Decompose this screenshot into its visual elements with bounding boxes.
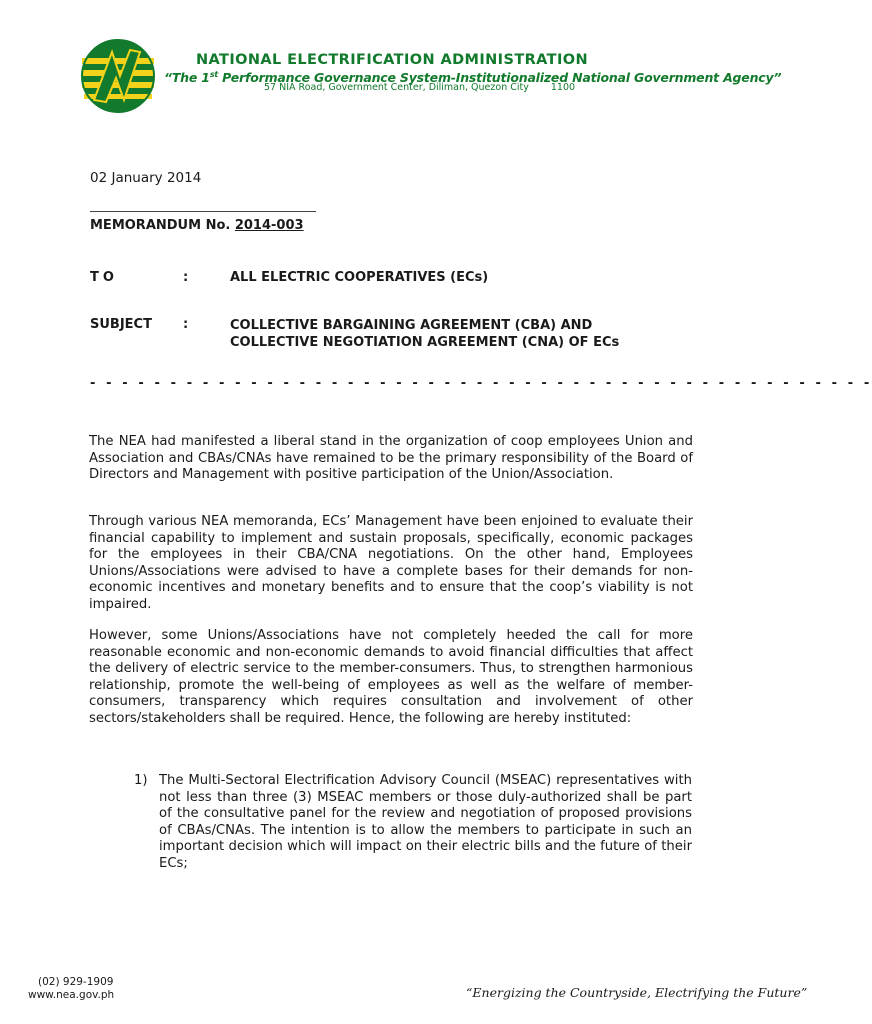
to-colon: : xyxy=(183,270,189,285)
organization-name: NATIONAL ELECTRIFICATION ADMINISTRATION xyxy=(196,52,589,68)
subject-label: SUBJECT xyxy=(90,317,152,332)
organization-address: 57 NIA Road, Government Center, Diliman, Quezon City 1100 xyxy=(264,82,576,93)
to-label: TO xyxy=(90,270,118,285)
memo-rule xyxy=(90,211,316,212)
body-paragraph-3: However, some Unions/Associations have not completely heeded the call for more reasonable economic and non-economic demands to avoid financial difficulties that affect the delivery of electric service to the member-consumers. Thus, to strengthen harmonious relationship, promote the well-being of employees as well as the welfare of member-consumers, transparency which requires consultation and involvement of other sectors/stakeholders shall be required. Hence, the following are hereby instituted: xyxy=(89,628,693,726)
subject-line-2: COLLECTIVE NEGOTIATION AGREEMENT (CNA) OF ECs xyxy=(230,335,620,350)
zip-code: 1100 xyxy=(550,82,576,93)
subject-line-1: COLLECTIVE BARGAINING AGREEMENT (CBA) AND xyxy=(230,318,593,333)
nea-logo-icon xyxy=(80,38,156,114)
list-item-number: 1) xyxy=(134,773,148,788)
footer-phone: (02) 929-1909 xyxy=(38,976,114,988)
footer-website: www.nea.gov.ph xyxy=(28,989,115,1001)
memo-number: MEMORANDUM No. 2014-003 xyxy=(90,218,304,233)
memo-date: 02 January 2014 xyxy=(90,170,202,186)
footer-motto: “Energizing the Countryside, Electrifying the Future” xyxy=(466,985,808,1000)
body-paragraph-2: Through various NEA memoranda, ECs’ Management have been enjoined to evaluate their financial capability to implement and sustain proposals, specifically, economic packages for the employees in their CBA/CNA negotiations. On the other hand, Employees Unions/Associations were advised to have a complete bases for their demands for non-economic incentives and monetary benefits and to ensure that the coop’s viability is not impaired. xyxy=(89,514,693,612)
organization-tagline: “The 1st Performance Governance System-Institutionalized National Government Agency” xyxy=(164,70,782,86)
body-paragraph-1: The NEA had manifested a liberal stand in the organization of coop employees Union and Association and CBAs/CNAs have remained to be the primary responsibility of the Board of Directors and Management with positive participation of the Union/Association. xyxy=(89,434,693,482)
to-recipient: ALL ELECTRIC COOPERATIVES (ECs) xyxy=(230,270,489,285)
list-item-text: The Multi-Sectoral Electrification Advisory Council (MSEAC) representatives with not less than three (3) MSEAC members or those duly-authorized shall be part of the consultative panel for the review and negotiation of proposed provisions of CBAs/CNAs. The intention is to allow the members to participate in such an important decision which will impact on their electric bills and the future of their ECs; xyxy=(159,773,692,871)
subject-text xyxy=(230,317,619,351)
dashed-separator: - - - - - - - - - - - - - - - - - - - - - - - - - - - - - - - - - - - - - - - - - - - - - - - - - xyxy=(90,376,872,391)
subject-colon: : xyxy=(183,317,189,332)
